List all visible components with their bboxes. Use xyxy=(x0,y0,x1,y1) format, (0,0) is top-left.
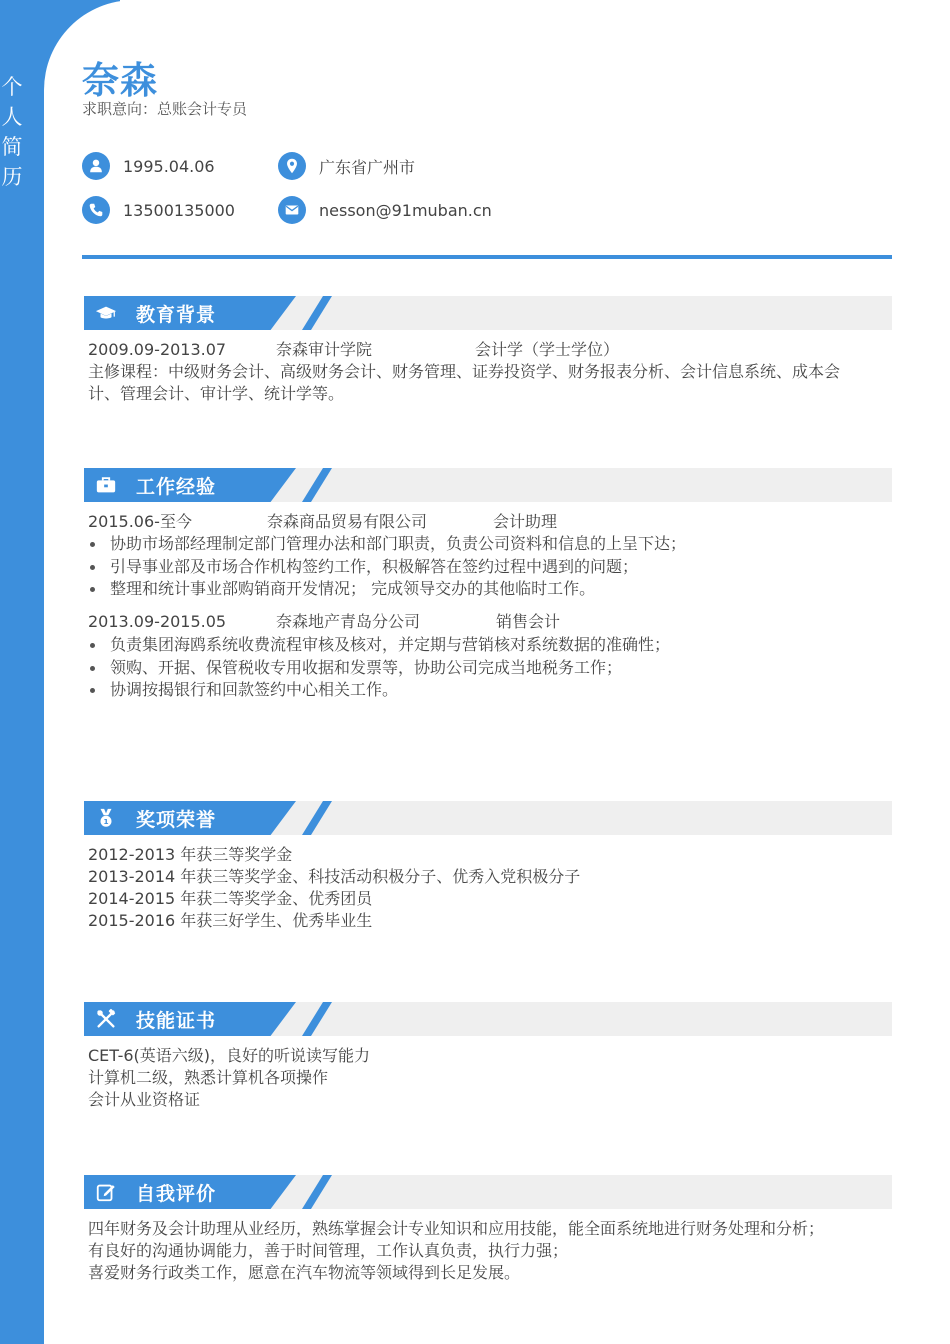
list-item: 整理和统计事业部购销商开发情况； 完成领导交办的其他临时工作。 xyxy=(88,578,888,601)
section-header-awards xyxy=(84,801,892,835)
list-item: 协调按揭银行和回款签约中心相关工作。 xyxy=(88,679,888,702)
briefcase-icon xyxy=(94,473,118,497)
user-icon xyxy=(82,152,110,180)
section-header-stripe xyxy=(302,1175,332,1209)
list-item: 有良好的沟通协调能力，善于时间管理，工作认真负责，执行力强； xyxy=(88,1241,569,1260)
job-duties xyxy=(88,533,888,601)
job-period: 2015.06-至今 xyxy=(88,512,192,531)
list-item: 领购、开据、保管税收专用收据和发票等，协助公司完成当地税务工作； xyxy=(88,657,888,680)
education-school: 奈森审计学院 xyxy=(276,340,373,359)
section-header-self xyxy=(84,1175,892,1209)
section-header-stripe xyxy=(302,1002,332,1036)
job-intent: 求职意向：总账会计专员 xyxy=(82,100,248,118)
mail-icon xyxy=(278,196,306,224)
list-item: 2012-2013 年获三等奖学金 xyxy=(88,845,293,864)
section-header-skills xyxy=(84,1002,892,1036)
birthday-info xyxy=(82,152,215,180)
job-position: 会计助理 xyxy=(493,512,558,531)
location-value: 广东省广州市 xyxy=(319,157,416,177)
list-item: 2015-2016 年获三好学生、优秀毕业生 xyxy=(88,911,373,930)
education-degree: 会计学（学士学位） xyxy=(475,340,620,359)
job-company: 奈森地产青岛分公司 xyxy=(276,612,421,631)
section-header-stripe xyxy=(302,468,332,502)
svg-text:1: 1 xyxy=(103,816,109,826)
skills-list xyxy=(88,1045,888,1111)
list-item: 会计从业资格证 xyxy=(88,1090,201,1109)
sidebar-title-char: 个 xyxy=(1,75,23,99)
list-item: 引导事业部及市场合作机构签约工作，积极解答在签约过程中遇到的问题； xyxy=(88,556,888,579)
list-item: 协助市场部经理制定部门管理办法和部门职责，负责公司资料和信息的上呈下达； xyxy=(88,533,888,556)
job-period: 2013.09-2015.05 xyxy=(88,612,227,631)
education-courses-line: 主修课程：中级财务会计、高级财务会计、财务管理、证券投资学、财务报表分析、会计信息系统、成本会 xyxy=(88,362,841,381)
sidebar-title-char: 历 xyxy=(1,165,23,189)
header-divider xyxy=(82,255,892,259)
sidebar xyxy=(0,0,44,1344)
section-title: 自我评价 xyxy=(136,1183,217,1205)
tools-icon xyxy=(94,1007,118,1031)
section-title: 教育背景 xyxy=(136,304,217,326)
list-item: 负责集团海鸥系统收费流程审核及核对，并定期与营销核对系统数据的准确性； xyxy=(88,634,888,657)
section-header-education xyxy=(84,296,892,330)
graduation-cap-icon xyxy=(94,301,118,325)
self-evaluation xyxy=(88,1218,888,1284)
job-company: 奈森商品贸易有限公司 xyxy=(267,512,428,531)
email-value: nesson@91muban.cn xyxy=(319,200,492,220)
medal-icon xyxy=(94,806,118,830)
birthday-value: 1995.04.06 xyxy=(123,156,215,176)
education-period: 2009.09-2013.07 xyxy=(88,340,227,359)
list-item: 计算机二级，熟悉计算机各项操作 xyxy=(88,1068,329,1087)
sidebar-title-char: 人 xyxy=(1,105,23,129)
phone-icon xyxy=(82,196,110,224)
section-title: 工作经验 xyxy=(136,476,217,498)
phone-info xyxy=(82,196,235,224)
section-title: 奖项荣誉 xyxy=(136,809,217,831)
list-item: 四年财务及会计助理从业经历，熟练掌握会计专业知识和应用技能，能全面系统地进行财务处理和分析； xyxy=(88,1219,825,1238)
location-info xyxy=(278,152,415,180)
list-item: 2013-2014 年获三等奖学金、科技活动积极分子、优秀入党积极分子 xyxy=(88,867,581,886)
job-position: 销售会计 xyxy=(496,612,561,631)
awards-list xyxy=(88,844,888,932)
sidebar-title-char: 简 xyxy=(1,135,23,159)
list-item: CET-6(英语六级)，良好的听说读写能力 xyxy=(88,1046,371,1065)
location-icon xyxy=(278,152,306,180)
list-item: 2014-2015 年获二等奖学金、优秀团员 xyxy=(88,889,373,908)
job-duties xyxy=(88,634,888,702)
section-header-stripe xyxy=(302,801,332,835)
section-header-stripe xyxy=(302,296,332,330)
phone-value: 13500135000 xyxy=(123,200,235,220)
education-courses xyxy=(88,361,888,405)
sidebar-title xyxy=(0,72,24,192)
education-courses-line: 计、管理会计、审计学、统计学等。 xyxy=(88,384,345,403)
candidate-name: 奈森 xyxy=(82,59,158,102)
list-item: 喜爱财务行政类工作，愿意在汽车物流等领域得到长足发展。 xyxy=(88,1263,521,1282)
edit-icon xyxy=(94,1180,118,1204)
section-title: 技能证书 xyxy=(136,1010,217,1032)
section-header-work xyxy=(84,468,892,502)
email-info xyxy=(278,196,492,224)
